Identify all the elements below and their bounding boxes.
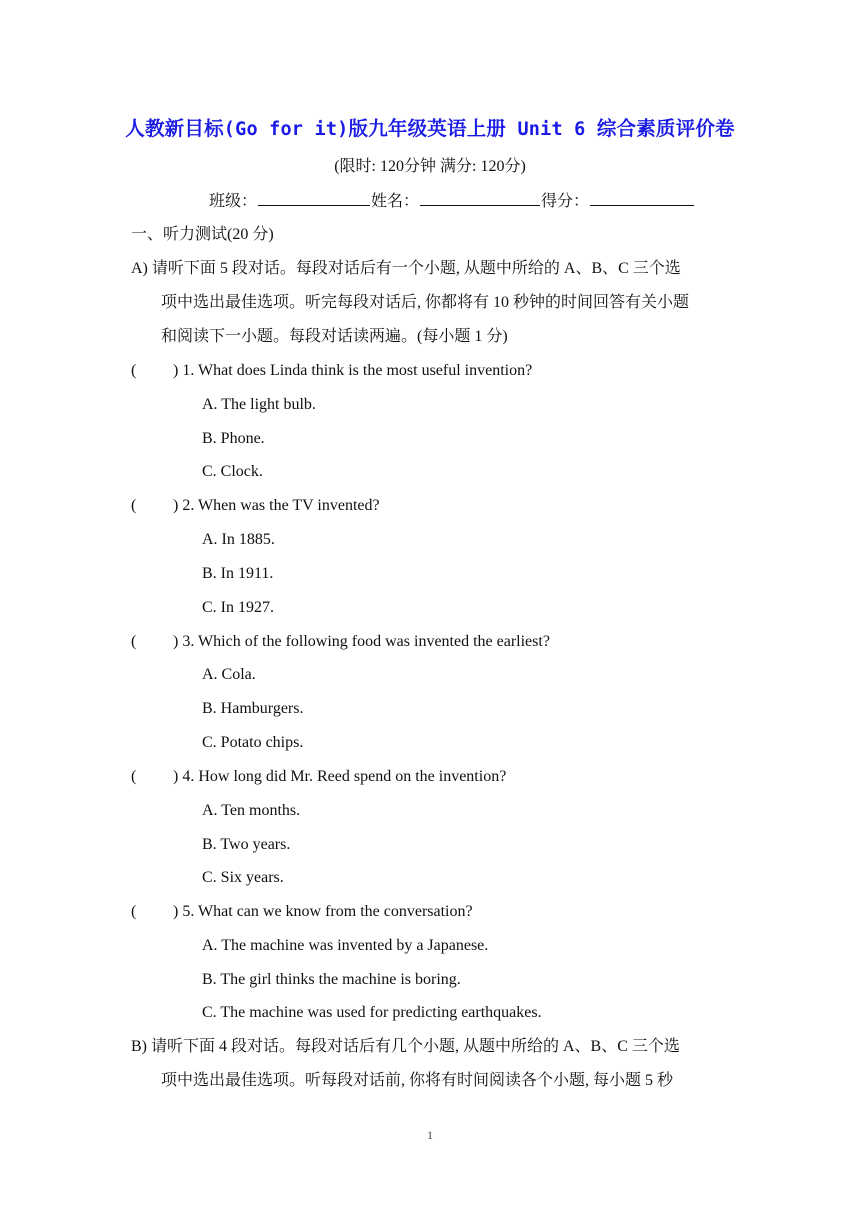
option-b: B. Phone. — [202, 430, 265, 447]
class-label: 班级： — [209, 193, 258, 210]
answer-paren[interactable]: ( — [131, 903, 137, 920]
title-part: 综合素质评价卷 — [596, 117, 735, 140]
instruction-line: A) 请听下面 5 段对话。每段对话后有一个小题, 从题中所给的 A、B、C 三个选 — [131, 260, 681, 277]
name-blank[interactable] — [420, 191, 540, 206]
option-c: C. The machine was used for predicting earthquakes. — [202, 1004, 542, 1021]
answer-paren[interactable]: ( — [131, 497, 137, 514]
option-b: B. In 1911. — [202, 565, 274, 582]
option-b: B. Two years. — [202, 836, 291, 853]
question-3 — [131, 632, 550, 652]
instruction-line: 和阅读下一小题。每段对话读两遍。(每小题 1 分) — [161, 328, 508, 345]
class-blank[interactable] — [258, 191, 370, 206]
instruction-line: B) 请听下面 4 段对话。每段对话后有几个小题, 从题中所给的 A、B、C 三个选 — [131, 1038, 680, 1055]
instruction-line: 项中选出最佳选项。听每段对话前, 你将有时间阅读各个小题, 每小题 5 秒 — [161, 1072, 674, 1089]
question-4 — [131, 767, 506, 787]
instruction-line: 项中选出最佳选项。听完每段对话后, 你都将有 10 秒钟的时间回答有关小题 — [161, 294, 690, 311]
score-label: 得分： — [541, 193, 590, 210]
option-b: B. Hamburgers. — [202, 700, 304, 717]
answer-paren[interactable]: ( — [131, 768, 137, 785]
question-5 — [131, 902, 473, 922]
student-info-line — [209, 191, 695, 212]
question-stem: ) 4. How long did Mr. Reed spend on the invention? — [173, 768, 507, 785]
answer-paren[interactable]: ( — [131, 362, 137, 379]
question-stem: ) 1. What does Linda think is the most useful invention? — [173, 362, 533, 379]
option-c: C. In 1927. — [202, 599, 274, 616]
option-c: C. Clock. — [202, 463, 263, 480]
option-b: B. The girl thinks the machine is boring. — [202, 971, 461, 988]
option-a: A. The light bulb. — [202, 396, 316, 413]
option-a: A. Cola. — [202, 666, 256, 683]
title-part: (Go for it) — [223, 119, 349, 140]
name-label: 姓名： — [371, 193, 420, 210]
document-title — [0, 113, 860, 141]
title-part: 人教新目标 — [125, 117, 224, 140]
option-c: C. Six years. — [202, 869, 284, 886]
question-stem: ) 3. Which of the following food was invented the earliest? — [173, 633, 550, 650]
question-stem: ) 2. When was the TV invented? — [173, 497, 380, 514]
question-stem: ) 5. What can we know from the conversation? — [173, 903, 473, 920]
question-1 — [131, 361, 532, 381]
question-2 — [131, 496, 380, 516]
answer-paren[interactable]: ( — [131, 633, 137, 650]
option-a: A. In 1885. — [202, 531, 275, 548]
option-c: C. Potato chips. — [202, 734, 304, 751]
document-subtitle: (限时: 120分钟 满分: 120分) — [334, 158, 526, 175]
option-a: A. Ten months. — [202, 802, 301, 819]
page-number: 1 — [427, 1128, 433, 1142]
title-part: Unit 6 — [506, 119, 597, 140]
score-blank[interactable] — [590, 191, 694, 206]
title-part: 版九年级英语上册 — [348, 117, 507, 140]
option-a: A. The machine was invented by a Japanese. — [202, 937, 489, 954]
section-heading: 一、听力测试(20 分) — [131, 226, 274, 243]
